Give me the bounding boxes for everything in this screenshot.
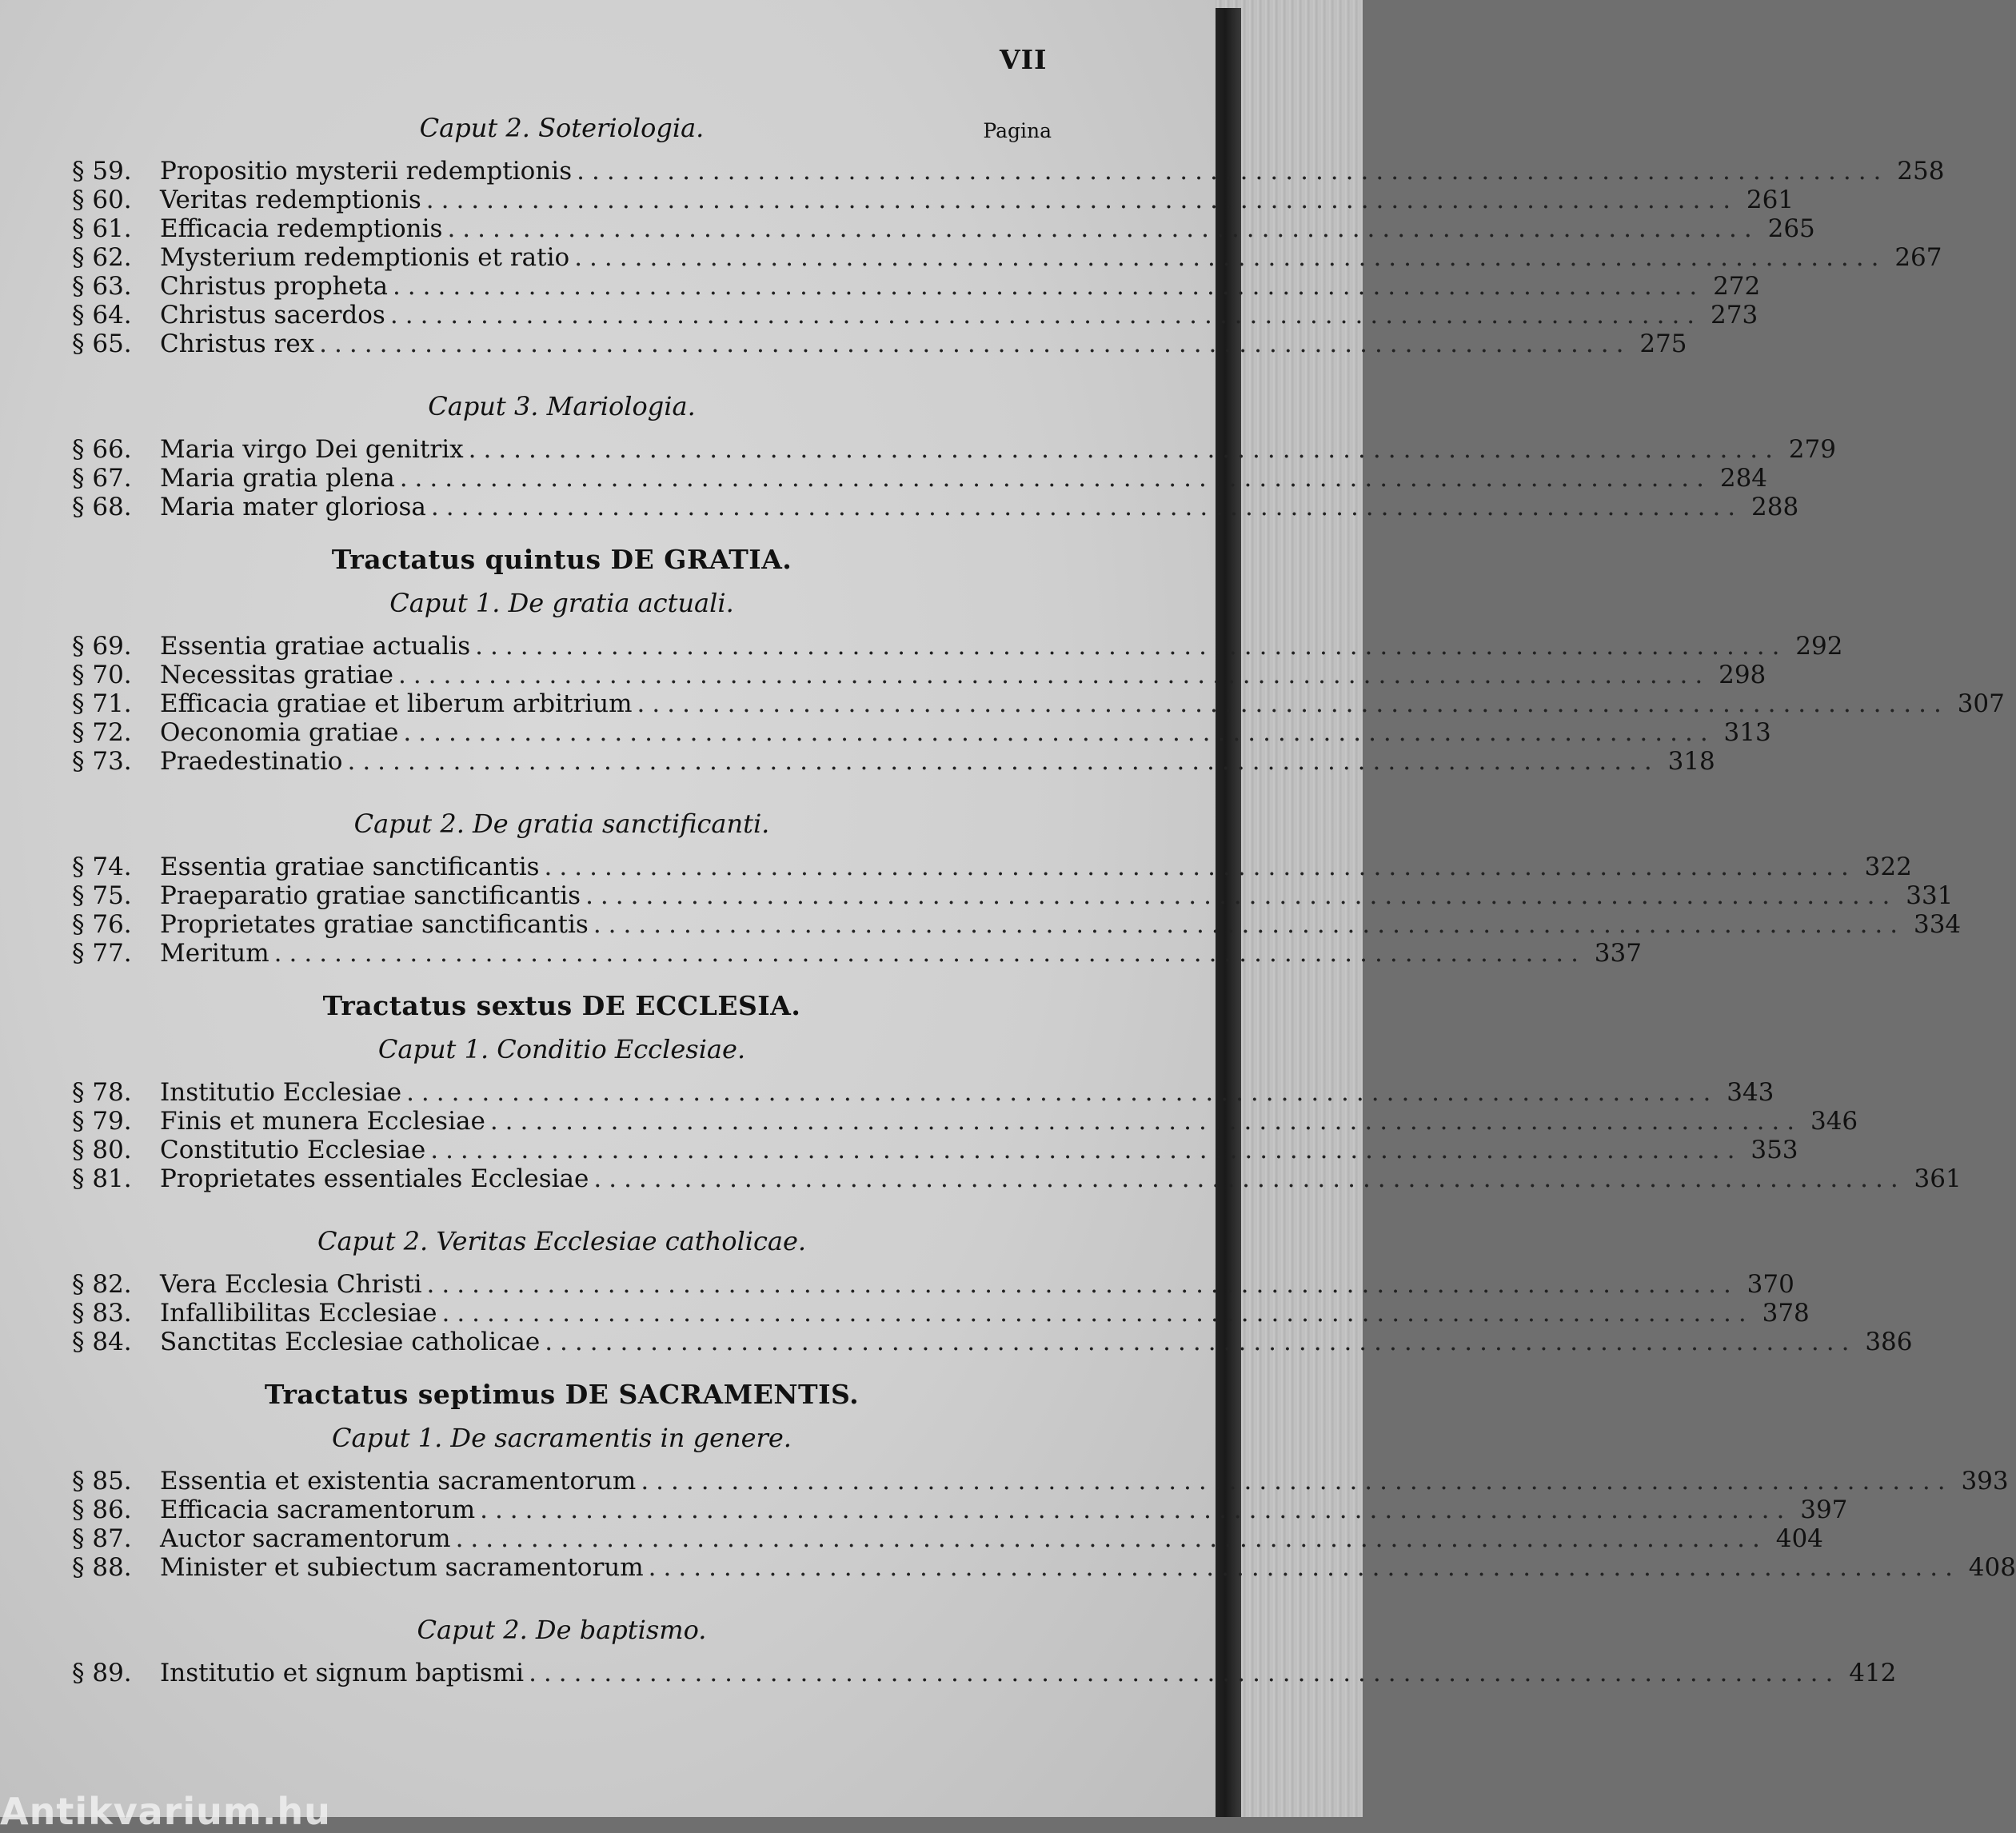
chapter-heading: Caput 2. De baptismo. [417, 1615, 707, 1645]
entry-page-number: 275 [1639, 329, 1687, 358]
chapter-heading: Caput 3. Mariologia. [428, 391, 696, 421]
entry-title: Proprietates essentiales Ecclesiae [160, 1164, 589, 1193]
chapter-row [72, 1412, 1052, 1456]
entry-title: Minister et subiectum sacramentorum [160, 1553, 644, 1582]
dot-leader: ....................................................................................... [475, 632, 1787, 661]
entry-page-number: 393 [1961, 1467, 2009, 1496]
dot-leader: ....................................................................................... [425, 186, 1739, 214]
entry-list [72, 1659, 1897, 1687]
toc-entry [72, 186, 1794, 214]
entry-title: Auctor sacramentorum [160, 1524, 451, 1553]
section-number: § 67. [72, 464, 132, 493]
entry-title: Institutio Ecclesiae [160, 1078, 402, 1107]
section-number: § 86. [72, 1496, 132, 1524]
dot-leader: ....................................................................................... [544, 853, 1856, 881]
entry-page-number: 292 [1795, 632, 1843, 661]
dot-leader: ....................................................................................... [455, 1524, 1767, 1553]
entry-title: Proprietates gratiae sanctificantis [160, 910, 589, 939]
toc-entry [72, 881, 1954, 910]
dot-leader: ....................................................................................... [489, 1107, 1802, 1136]
section-number: § 62. [72, 243, 132, 272]
toc-entry [72, 853, 1912, 881]
entry-title: Sanctitas Ecclesiae catholicae [160, 1328, 541, 1356]
toc-entry [72, 1270, 1794, 1299]
chapter-heading: Caput 1. De gratia actuali. [389, 588, 734, 618]
entry-page-number: 397 [1800, 1496, 1848, 1524]
toc-entry [72, 1467, 2009, 1496]
entry-page-number: 307 [1957, 689, 2005, 718]
entry-title: Institutio et signum baptismi [160, 1659, 525, 1687]
section-number: § 78. [72, 1078, 132, 1107]
entry-page-number: 318 [1667, 747, 1715, 776]
entry-title: Efficacia gratiae et liberum arbitrium [160, 689, 633, 718]
table-of-contents [72, 102, 2016, 1687]
toc-entry [72, 1078, 1774, 1107]
toc-entry [72, 464, 1768, 493]
section-number: § 87. [72, 1524, 132, 1553]
entry-list [72, 1078, 1962, 1193]
entry-title: Essentia et existentia sacramentorum [160, 1467, 637, 1496]
section-number: § 73. [72, 747, 132, 776]
toc-entry [72, 718, 1771, 747]
chapter-row [72, 1024, 1052, 1067]
dot-leader: ....................................................................................... [389, 301, 1703, 329]
entry-page-number: 288 [1751, 493, 1799, 521]
entry-title: Mysterium redemptionis et ratio [160, 243, 570, 272]
dot-leader: ....................................................................................... [545, 1328, 1857, 1356]
entry-title: Praedestinatio [160, 747, 343, 776]
dot-leader: ....................................................................................... [577, 157, 1889, 186]
entry-title: Vera Ecclesia Christi [160, 1270, 422, 1299]
section-number: § 75. [72, 881, 132, 910]
section-number: § 85. [72, 1467, 132, 1496]
toc-entry [72, 1136, 1798, 1164]
section-number: § 70. [72, 661, 132, 689]
section-number: § 71. [72, 689, 132, 718]
entry-page-number: 279 [1788, 435, 1836, 464]
section-number: § 66. [72, 435, 132, 464]
chapter-row [72, 1604, 1052, 1647]
tractatus-heading: Tractatus septimus DE SACRAMENTIS. [264, 1379, 860, 1410]
toc-entry [72, 214, 1815, 243]
entry-page-number: 408 [1968, 1553, 2016, 1582]
dot-leader: ....................................................................................... [648, 1553, 1960, 1582]
section-number: § 65. [72, 329, 132, 358]
entry-page-number: 298 [1719, 661, 1766, 689]
entry-page-number: 361 [1914, 1164, 1962, 1193]
entry-page-number: 322 [1864, 853, 1912, 881]
entry-page-number: 346 [1810, 1107, 1858, 1136]
entry-page-number: 353 [1751, 1136, 1798, 1164]
entry-page-number: 273 [1711, 301, 1759, 329]
toc-entry [72, 493, 1799, 521]
dot-leader: ....................................................................................... [347, 747, 1659, 776]
entry-page-number: 267 [1894, 243, 1942, 272]
toc-entry [72, 1553, 2016, 1582]
chapter-row [72, 577, 1052, 621]
chapter-heading: Caput 2. De gratia sanctificanti. [353, 809, 770, 839]
section-number: § 80. [72, 1136, 132, 1164]
toc-entry [72, 632, 1843, 661]
tractatus-heading: Tractatus quintus DE GRATIA. [331, 544, 792, 575]
section-number: § 72. [72, 718, 132, 747]
section-number: § 89. [72, 1659, 132, 1687]
dot-leader: ....................................................................................... [593, 1164, 1906, 1193]
entry-title: Efficacia sacramentorum [160, 1496, 476, 1524]
pagina-label: Pagina [983, 119, 1052, 142]
entry-list [72, 1467, 2016, 1582]
chapter-row [72, 102, 1052, 146]
page-number: VII [1000, 44, 1048, 75]
entry-page-number: 272 [1713, 272, 1761, 301]
entry-page-number: 261 [1746, 186, 1794, 214]
toc-entry [72, 1496, 1848, 1524]
entry-page-number: 337 [1594, 939, 1642, 968]
dot-leader: ....................................................................................... [403, 718, 1715, 747]
chapter-heading: Caput 2. Veritas Ecclesiae catholicae. [317, 1226, 807, 1256]
toc-entry [72, 243, 1942, 272]
entry-page-number: 404 [1775, 1524, 1823, 1553]
watermark: Antikvarium.hu [0, 1790, 331, 1833]
entry-list [72, 157, 1945, 358]
tractatus-heading: Tractatus sextus DE ECCLESIA. [322, 990, 801, 1021]
dot-leader: ....................................................................................... [480, 1496, 1792, 1524]
section-number: § 64. [72, 301, 132, 329]
entry-title: Necessitas gratiae [160, 661, 393, 689]
dot-leader: ....................................................................................... [574, 243, 1886, 272]
entry-title: Infallibilitas Ecclesiae [160, 1299, 437, 1328]
section-number: § 59. [72, 157, 132, 186]
dot-leader: ....................................................................................... [397, 661, 1711, 689]
section-number: § 61. [72, 214, 132, 243]
entry-page-number: 265 [1767, 214, 1815, 243]
entry-title: Christus rex [160, 329, 315, 358]
toc-entry [72, 747, 1715, 776]
toc-entry [72, 689, 2005, 718]
entry-title: Essentia gratiae sanctificantis [160, 853, 540, 881]
dot-leader: ....................................................................................... [273, 939, 1586, 968]
entry-title: Praeparatio gratiae sanctificantis [160, 881, 581, 910]
section-number: § 79. [72, 1107, 132, 1136]
section-number: § 60. [72, 186, 132, 214]
entry-title: Efficacia redemptionis [160, 214, 443, 243]
toc-entry [72, 157, 1945, 186]
entry-title: Finis et munera Ecclesiae [160, 1107, 485, 1136]
entry-page-number: 343 [1727, 1078, 1774, 1107]
entry-title: Maria virgo Dei genitrix [160, 435, 464, 464]
dot-leader: ....................................................................................... [399, 464, 1712, 493]
toc-entry [72, 910, 1962, 939]
entry-title: Christus propheta [160, 272, 388, 301]
entry-list [72, 632, 2005, 776]
entry-page-number: 370 [1747, 1270, 1794, 1299]
toc-entry [72, 939, 1642, 968]
entry-page-number: 334 [1913, 910, 1962, 939]
section-number: § 76. [72, 910, 132, 939]
entry-list [72, 435, 1836, 521]
toc-entry [72, 1107, 1858, 1136]
entry-title: Propositio mysterii redemptionis [160, 157, 573, 186]
dot-leader: ....................................................................................... [529, 1659, 1841, 1687]
entry-page-number: 386 [1865, 1328, 1913, 1356]
toc-entry [72, 1299, 1810, 1328]
section-number: § 82. [72, 1270, 132, 1299]
dot-leader: ....................................................................................... [430, 1136, 1743, 1164]
toc-entry [72, 272, 1761, 301]
dot-leader: ....................................................................................... [468, 435, 1780, 464]
entry-page-number: 284 [1719, 464, 1768, 493]
entry-list [72, 1270, 1913, 1356]
dot-leader: ....................................................................................... [585, 881, 1898, 910]
section-number: § 88. [72, 1553, 132, 1582]
chapter-row [72, 1216, 1052, 1259]
section-number: § 84. [72, 1328, 132, 1356]
chapter-heading: Caput 2. Soteriologia. [419, 113, 705, 143]
chapter-heading: Caput 1. De sacramentis in genere. [332, 1423, 792, 1453]
entry-title: Meritum [160, 939, 269, 968]
toc-entry [72, 1328, 1913, 1356]
section-number: § 83. [72, 1299, 132, 1328]
toc-entry [72, 329, 1687, 358]
dot-leader: ....................................................................................... [406, 1078, 1719, 1107]
toc-entry [72, 1659, 1897, 1687]
dot-leader: ....................................................................................... [430, 493, 1743, 521]
entry-page-number: 258 [1897, 157, 1945, 186]
section-number: § 68. [72, 493, 132, 521]
entry-page-number: 378 [1762, 1299, 1810, 1328]
section-number: § 77. [72, 939, 132, 968]
entry-title: Maria mater gloriosa [160, 493, 426, 521]
entry-list [72, 853, 1962, 968]
toc-entry [72, 661, 1766, 689]
entry-page-number: 331 [1906, 881, 1954, 910]
entry-title: Essentia gratiae actualis [160, 632, 471, 661]
dot-leader: ....................................................................................... [319, 329, 1631, 358]
chapter-row [72, 381, 1052, 424]
entry-title: Veritas redemptionis [160, 186, 421, 214]
section-number: § 63. [72, 272, 132, 301]
entry-title: Constitutio Ecclesiae [160, 1136, 426, 1164]
chapter-heading: Caput 1. Conditio Ecclesiae. [377, 1034, 746, 1064]
entry-title: Christus sacerdos [160, 301, 385, 329]
section-number: § 74. [72, 853, 132, 881]
toc-entry [72, 1164, 1962, 1193]
dot-leader: ....................................................................................... [392, 272, 1705, 301]
entry-page-number: 412 [1849, 1659, 1897, 1687]
dot-leader: ....................................................................................... [447, 214, 1759, 243]
toc-entry [72, 301, 1759, 329]
entry-title: Oeconomia gratiae [160, 718, 399, 747]
toc-entry [72, 1524, 1823, 1553]
dot-leader: ....................................................................................... [641, 1467, 1953, 1496]
entry-title: Maria gratia plena [160, 464, 395, 493]
dot-leader: ....................................................................................... [593, 910, 1906, 939]
entry-page-number: 313 [1723, 718, 1771, 747]
section-number: § 69. [72, 632, 132, 661]
chapter-row [72, 798, 1052, 841]
dot-leader: ....................................................................................... [426, 1270, 1739, 1299]
toc-entry [72, 435, 1836, 464]
section-number: § 81. [72, 1164, 132, 1193]
dot-leader: ....................................................................................... [637, 689, 1949, 718]
dot-leader: ....................................................................................... [441, 1299, 1754, 1328]
